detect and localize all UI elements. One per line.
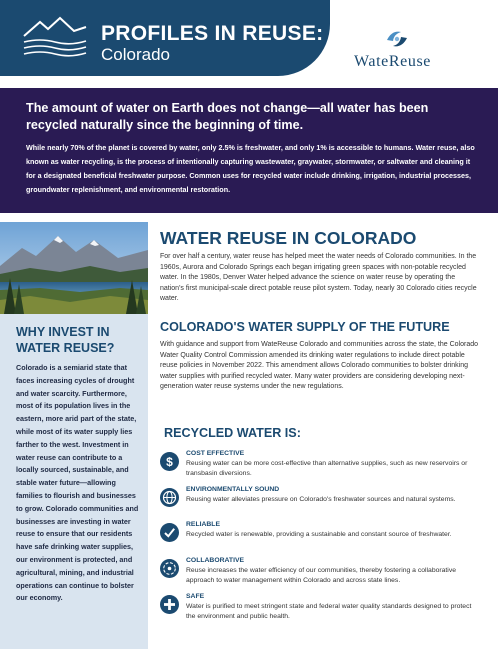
watereuse-logo-icon: [384, 28, 410, 50]
collaboration-icon: [160, 559, 179, 578]
brand-logo-text: WateReuse: [354, 53, 431, 70]
benefit-title: SAFE: [186, 593, 205, 600]
benefit-text: Reusing water can be more cost-effective than alternative supplies, such as new reservoirs or transbasin diversions.: [186, 460, 468, 477]
header-banner: [0, 0, 330, 76]
intro-section: [0, 88, 498, 213]
section-heading-benefits: RECYCLED WATER IS:: [164, 426, 301, 440]
dollar-icon: [160, 452, 179, 471]
benefit-text: Reusing water alleviates pressure on Colorado's freshwater sources and natural systems.: [186, 496, 456, 503]
intro-headline: The amount of water on Earth does not change—all water has been recycled naturally since the beginning of time.: [26, 101, 429, 132]
landscape-photo: [0, 222, 148, 314]
document-subtitle: Colorado: [101, 45, 170, 64]
section-body-future: With guidance and support from WateReuse Colorado and communities across the state, the Colorado Water Quality Control Commission amended its drinking water regulations to include direct potable reuse policies in November 2022. This amendment allows Colorado communities to bolster drinking water supplies with purified recycled water. Many water providers are considering developing next-generation water reuse systems under the new regulations.: [160, 341, 479, 391]
section-body-water-reuse: For over half a century, water reuse has helped meet the water needs of Colorado communities. In the 1960s, Aurora and Colorado Springs each began irrigating green spaces with non-potable recycled water. In the 1980s, Denver Water helped advance the science on water reuse by operating the nation's first municipal-scale direct potable reuse pilot system. Today, nearly 30 Colorado cities recycle water.: [160, 253, 477, 303]
section-heading-future: COLORADO'S WATER SUPPLY OF THE FUTURE: [160, 320, 450, 334]
benefit-text: Recycled water is renewable, providing a sustainable and constant source of freshwater.: [186, 531, 452, 538]
plus-icon: [160, 595, 179, 614]
sidebar: [0, 314, 148, 649]
globe-icon: [160, 488, 179, 507]
benefit-text: Reuse increases the water efficiency of our communities, thereby fostering a collaborative approach to water management within Colorado and across state lines.: [186, 567, 456, 584]
benefit-title: COLLABORATIVE: [186, 557, 245, 564]
intro-body: While nearly 70% of the planet is covered by water, only 2.5% is freshwater, and only 1% is accessible to humans. Water reuse, also known as water recycling, is the process of intentionally capturing wastewater, graywater, stormwater, or saltwater and cleaning it for a designated beneficial freshwater purpose. Common uses for recycled water include drinking, irrigation, industrial processes, groundwater replenishment, and environmental restoration.: [26, 143, 475, 194]
benefit-title: RELIABLE: [186, 521, 220, 528]
mountain-river-icon: [22, 14, 88, 58]
benefit-title: COST EFFECTIVE: [186, 450, 245, 457]
svg-text:$: $: [166, 455, 173, 469]
sidebar-heading: WHY INVEST IN WATER REUSE?: [16, 325, 115, 355]
benefit-text: Water is purified to meet stringent state and federal water quality standards designed to protect the environment and public health.: [186, 603, 472, 620]
section-heading-water-reuse: WATER REUSE IN COLORADO: [160, 228, 417, 248]
benefit-title: ENVIRONMENTALLY SOUND: [186, 486, 280, 493]
document-title: PROFILES IN REUSE:: [101, 22, 324, 45]
sidebar-body: Colorado is a semiarid state that faces increasing cycles of drought and water scarcity. Furthermore, most of its population lives in the eastern, more arid part of the state, while most of its water supply lies farther to the west. Investment in water reuse can contribute to a locally sourced, sustainable, and stable water future—allowing families to flourish and businesses to grow. Colorado communities and businesses are investing in water reuse to ensure that our residents have safe drinking water supplies, our environment is protected, and agricultural, mining, and industrial operations can continue to bolster our economy.: [16, 363, 139, 603]
checkmark-icon: [160, 523, 179, 542]
